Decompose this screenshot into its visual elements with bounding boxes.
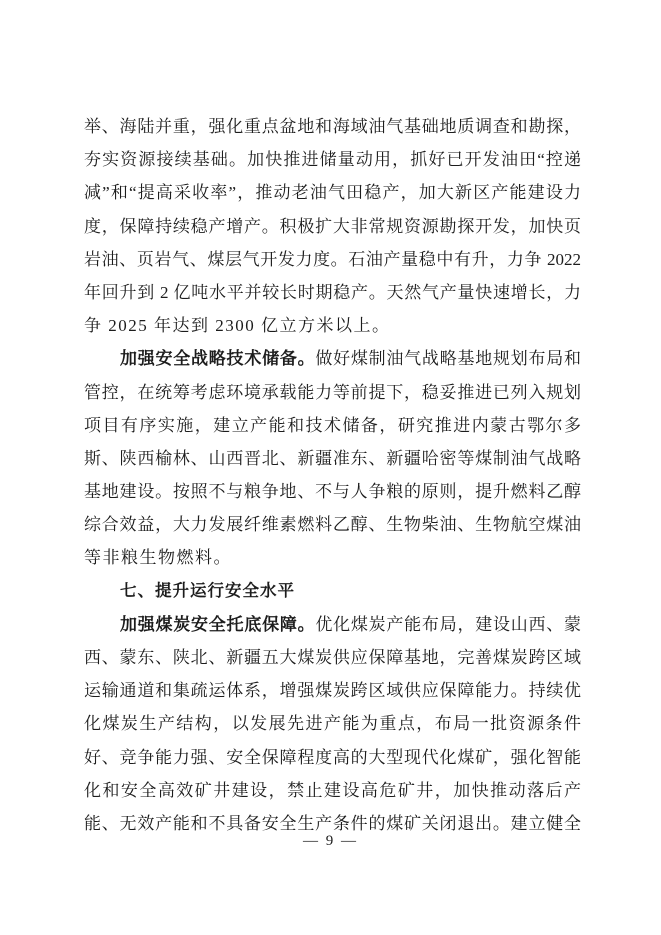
text-line — [84, 409, 581, 442]
text-line — [84, 143, 581, 176]
paragraph-lead-line — [84, 342, 581, 375]
text-line-content: 化和安全高效矿井建设，禁止建设高危矿井，加快推动落后产 — [84, 780, 581, 800]
text-line-content: 项目有序实施，建立产能和技术储备，研究推进内蒙古鄂尔多 — [84, 415, 581, 435]
text-line-content: 度，保障持续稳产增产。积极扩大非常规资源勘探开发，加快页 — [84, 216, 581, 236]
text-line-content: 做好煤制油气战略基地规划布局和 — [315, 349, 581, 369]
text-line-content: 管控，在统筹考虑环境承载能力等前提下，稳妥推进已列入规划 — [84, 382, 581, 402]
text-line — [84, 641, 581, 674]
text-line-content: 基地建设。按照不与粮争地、不与人争粮的原则，提升燃料乙醇 — [84, 482, 581, 502]
text-line-content: 优化煤炭产能布局，建设山西、蒙 — [315, 614, 581, 634]
page-number-text: — 9 — — [303, 833, 358, 849]
text-line-content: 能、无效产能和不具备安全生产条件的煤矿关闭退出。建立健全 — [84, 813, 581, 833]
page-number — [0, 833, 661, 850]
text-line-content: 西、蒙东、陕北、新疆五大煤炭供应保障基地，完善煤炭跨区域 — [84, 648, 581, 667]
paragraph-end-line — [84, 309, 581, 342]
text-line-content: 举、海陆并重，强化重点盆地和海域油气基础地质调查和勘探， — [84, 117, 581, 136]
section-heading-text: 七、提升运行安全水平 — [120, 581, 295, 600]
text-line-content: 等非粮生物燃料。 — [84, 548, 232, 568]
text-line — [84, 210, 581, 243]
text-line-content: 斯、陕西榆林、山西晋北、新疆准东、新疆哈密等煤制油气战略 — [84, 448, 581, 468]
text-line-content: 年回升到 2 亿吨水平并较长时期稳产。天然气产量快速增长，力 — [84, 282, 581, 302]
text-line — [84, 110, 581, 143]
paragraph-lead: 加强安全战略技术储备。 — [120, 349, 316, 369]
text-line-content: 化煤炭生产结构，以发展先进产能为重点，布局一批资源条件 — [84, 714, 581, 734]
text-line — [84, 376, 581, 409]
text-line — [84, 442, 581, 475]
document-body — [84, 110, 581, 840]
text-line — [84, 741, 581, 774]
text-line — [84, 674, 581, 707]
text-line-content: 综合效益，大力发展纤维素燃料乙醇、生物柴油、生物航空煤油 — [84, 515, 581, 535]
paragraph-end-line — [84, 541, 581, 574]
text-line — [84, 774, 581, 807]
text-line — [84, 276, 581, 309]
text-line-content: 夯实资源接续基础。加快推进储量动用，抓好已开发油田“控递 — [84, 150, 581, 170]
text-line-content: 减”和“提高采收率”，推动老油气田稳产，加大新区产能建设力 — [84, 183, 581, 203]
text-line — [84, 475, 581, 508]
paragraph-lead: 加强煤炭安全托底保障。 — [120, 614, 316, 634]
text-line — [84, 707, 581, 740]
text-line-content: 争 2025 年达到 2300 亿立方米以上。 — [84, 316, 391, 336]
section-heading — [84, 575, 581, 608]
text-line-content: 运输通道和集疏运体系，增强煤炭跨区域供应保障能力。持续优 — [84, 681, 581, 701]
text-line-content: 岩油、页岩气、煤层气开发力度。石油产量稳中有升，力争 2022 — [84, 249, 581, 269]
paragraph-lead-line — [84, 608, 581, 641]
text-line-content: 好、竞争能力强、安全保障程度高的大型现代化煤矿，强化智能 — [84, 747, 581, 767]
text-line — [84, 176, 581, 209]
text-line — [84, 243, 581, 276]
text-line — [84, 508, 581, 541]
